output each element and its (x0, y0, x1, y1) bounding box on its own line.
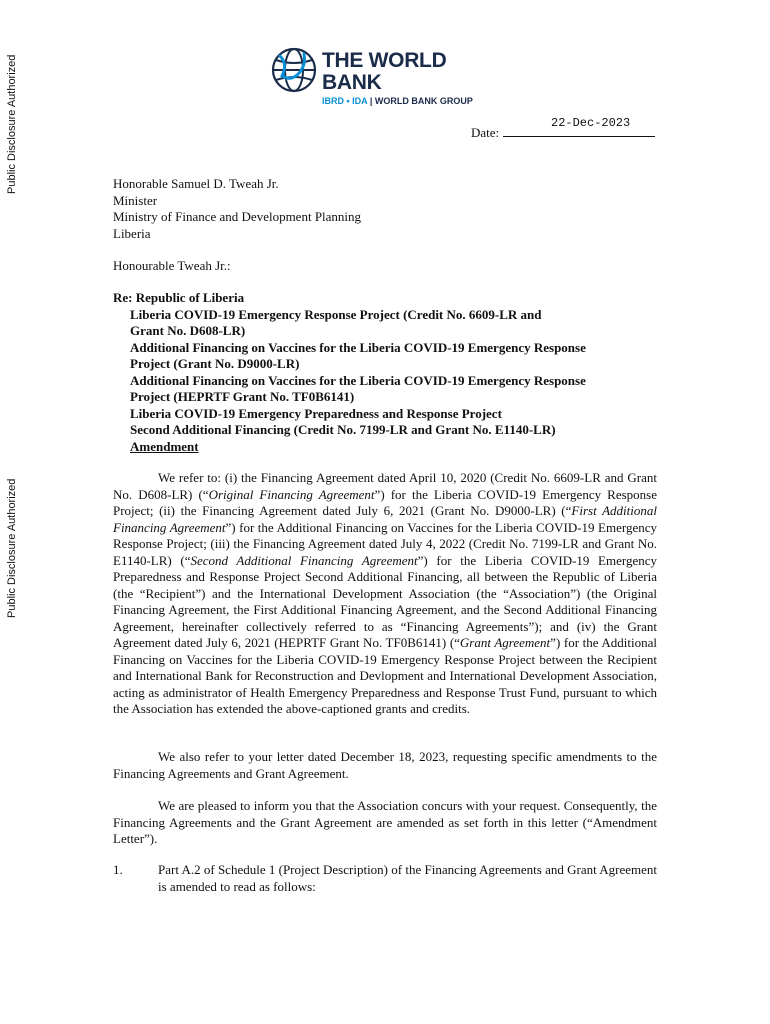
disclosure-label-top-text: Public Disclosure Authorized (6, 54, 18, 194)
subject-line: Re: Republic of Liberia (113, 290, 245, 305)
disclosure-label-middle-text: Public Disclosure Authorized (6, 478, 18, 618)
recipient-name: Honorable Samuel D. Tweah Jr. (113, 176, 279, 191)
paragraph-letter-reference: We also refer to your letter dated December 18, 2023, requesting specific amendments to the Financing Agreements and Grant Agreement. (113, 749, 657, 781)
item-text: Part A.2 of Schedule 1 (Project Description) of the Financing Agreements and Grant Agreement is amended to read as follows: (158, 862, 657, 894)
date-label: Date: (471, 125, 500, 140)
term-first-afa: First Additional Financing Agreement (113, 503, 658, 535)
recipient-address (113, 176, 361, 242)
salutation: Honourable Tweah Jr.: (113, 258, 231, 273)
subject-line: Grant No. D608-LR) (130, 323, 246, 338)
subject-line: Liberia COVID-19 Emergency Preparedness and Response Project (130, 405, 502, 421)
subject-line: Project (HEPRTF Grant No. TF0B6141) (130, 389, 355, 404)
subject-block (113, 290, 673, 455)
subject-line: Second Additional Financing (Credit No. 7199-LR and Grant No. E1140-LR) (130, 422, 556, 437)
date-value: 22-Dec-2023 (551, 116, 631, 130)
date-label-line (471, 124, 655, 141)
term-original-fa: Original Financing Agreement (208, 486, 375, 502)
logo-subtitle: IBRD • IDA | WORLD BANK GROUP (322, 96, 473, 106)
logo-name: THE WORLD BANK (322, 49, 447, 94)
item-number: 1. (113, 862, 123, 877)
subject-line: Project (Grant No. D9000-LR) (130, 356, 300, 371)
paragraph-references: We refer to: (i) the Financing Agreement dated April 10, 2020 (Credit No. 6609-LR and Grant No. D608-LR) (“Original Financing Agreement”) for the Liberia COVID-19 Emergency Response Project; (ii) the Financing Agreement dated July 6, 2021 (Grant No. D9000-LR) (“First Additional Financing Agreement”) for the Additional Financing on Vaccines for the Liberia COVID-19 Emergency Response Project; (iii) the Financing Agreement dated July 4, 2022 (Credit No. 7199-LR and Grant No. E1140-LR) (“Second Additional Financing Agreement”) for the Liberia COVID-19 Emergency Preparedness and Response Project Second Additional Financing, all between the Republic of Liberia (the “Recipient”) and the International Development Association (the “Association”) (the Original Financing Agreement, the First Additional Financing Agreement, and the Second Additional Financing Agreement, hereinafter collectively referred to as “Financing Agreements”); and (iv) the Grant Agreement dated July 6, 2021 (HEPRTF Grant No. TF0B6141) (“Grant Agreement”) for the Additional Financing on Vaccines for the Liberia COVID-19 Emergency Response Project between the Recipient and International Bank for Reconstruction and Devlopment and International Development Association, acting as administrator of Health Emergency Preparedness and Response Trust Fund, pursuant to which the Association has extended the above-captioned grants and credits. (113, 470, 658, 716)
paragraph-concurrence: We are pleased to inform you that the Association concurs with your request. Consequently, the Financing Agreements and the Grant Agreement are amended as set forth in this letter (“Amendment Letter”). (113, 798, 657, 846)
world-bank-logo (270, 44, 510, 106)
recipient-country: Liberia (113, 225, 151, 241)
recipient-title: Minister (113, 192, 158, 208)
globe-icon (270, 46, 318, 94)
date-underline (503, 124, 655, 137)
subject-line: Liberia COVID-19 Emergency Response Project (Credit No. 6609-LR and (130, 306, 542, 322)
subject-amendment: Amendment (130, 438, 199, 454)
subject-line: Additional Financing on Vaccines for the Liberia COVID-19 Emergency Response (130, 372, 586, 388)
term-second-afa: Second Additional Financing Agreement (190, 552, 418, 568)
subject-line: Additional Financing on Vaccines for the Liberia COVID-19 Emergency Response (130, 339, 586, 355)
amendment-item-1 (113, 862, 657, 895)
recipient-ministry: Ministry of Finance and Development Planning (113, 209, 362, 224)
term-grant-agreement: Grant Agreement (459, 635, 551, 650)
